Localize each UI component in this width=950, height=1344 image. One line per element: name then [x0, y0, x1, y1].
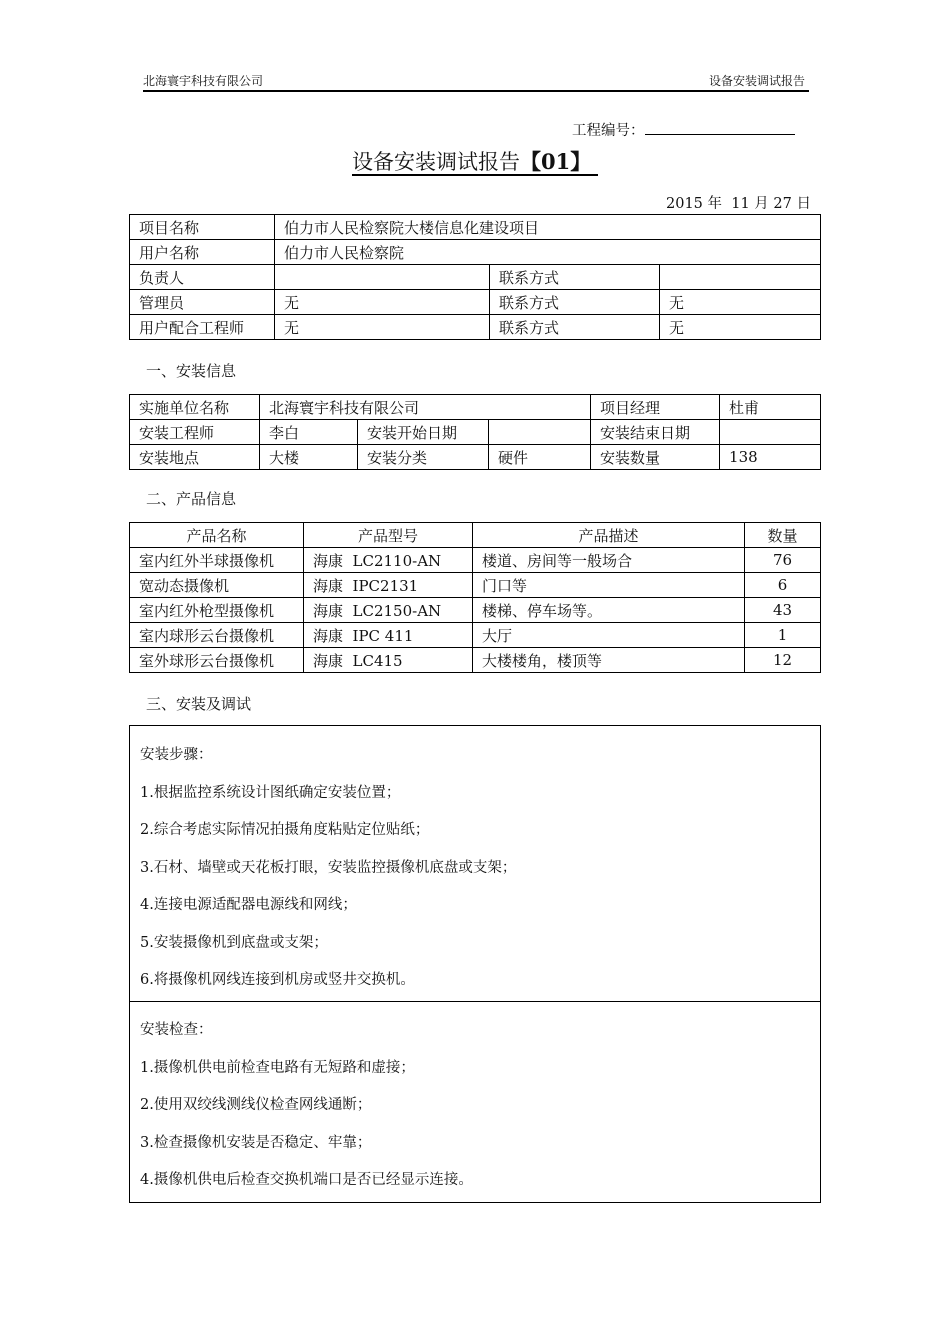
cell-label: 项目经理 [591, 395, 720, 420]
cell-label: 联系方式 [490, 315, 660, 340]
cell-value [720, 420, 821, 445]
cell-label: 联系方式 [490, 290, 660, 315]
cell-value: 伯力市人民检察院 [275, 240, 821, 265]
page-header [143, 72, 809, 92]
product-name: 室内红外枪型摄像机 [130, 598, 304, 623]
cell-label: 联系方式 [490, 265, 660, 290]
table-row [130, 648, 821, 673]
header-company: 北海寰宇科技有限公司 [143, 74, 264, 88]
cell-value [275, 265, 490, 290]
install-step: 1.根据监控系统设计图纸确定安装位置； [140, 785, 401, 801]
install-step: 3.石材、墙壁或天花板打眼，安装监控摄像机底盘或支架； [140, 860, 517, 876]
product-quantity: 6 [745, 573, 821, 598]
cell-label: 用户配合工程师 [130, 315, 275, 340]
project-number [572, 119, 795, 140]
install-step: 2.综合考虑实际情况拍摄角度粘贴定位贴纸； [140, 822, 430, 838]
product-table [129, 522, 821, 673]
install-check: 3.检查摄像机安装是否稳定、牢靠； [140, 1135, 372, 1151]
table-row [130, 395, 821, 420]
install-steps-title: 安装步骤： [140, 747, 213, 763]
cell-value: 李白 [260, 420, 358, 445]
header-doc-title: 设备安装调试报告 [708, 74, 805, 88]
product-quantity: 1 [745, 623, 821, 648]
install-check: 1.摄像机供电前检查电路有无短路和虚接； [140, 1060, 415, 1076]
section-title-install-debug: 三、安装及调试 [146, 695, 252, 713]
column-header: 产品型号 [304, 523, 473, 548]
cell-label: 安装地点 [130, 445, 260, 470]
product-description: 大厅 [473, 623, 745, 648]
product-model: 海康 IPC2131 [304, 573, 473, 598]
product-model: 海康 IPC 411 [304, 623, 473, 648]
cell-label: 安装分类 [358, 445, 489, 470]
column-header: 产品名称 [130, 523, 304, 548]
table-row [130, 215, 821, 240]
table-row [130, 265, 821, 290]
report-number: 【01】 [520, 149, 592, 174]
cell-value: 北海寰宇科技有限公司 [260, 395, 591, 420]
cell-value: 138 [720, 445, 821, 470]
cell-value [489, 420, 591, 445]
install-check: 4.摄像机供电后检查交换机端口是否已经显示连接。 [140, 1172, 473, 1188]
product-quantity: 12 [745, 648, 821, 673]
install-checks-title: 安装检查： [140, 1022, 213, 1038]
product-description: 楼梯、停车场等。 [473, 598, 745, 623]
cell-value: 伯力市人民检察院大楼信息化建设项目 [275, 215, 821, 240]
section-title-product-info: 二、产品信息 [146, 490, 237, 508]
product-name: 室外球形云台摄像机 [130, 648, 304, 673]
project-number-blank [645, 122, 795, 135]
cell-label: 安装数量 [591, 445, 720, 470]
report-date: 2015 年 11 月 27 日 [666, 196, 811, 212]
column-header: 数量 [745, 523, 821, 548]
cell-value: 硬件 [489, 445, 591, 470]
table-row [130, 598, 821, 623]
cell-label: 安装开始日期 [358, 420, 489, 445]
cell-label: 安装工程师 [130, 420, 260, 445]
table-row [130, 420, 821, 445]
cell-value: 大楼 [260, 445, 358, 470]
cell-label: 安装结束日期 [591, 420, 720, 445]
report-title [352, 146, 598, 176]
product-description: 楼道、房间等一般场合 [473, 548, 745, 573]
table-row [130, 315, 821, 340]
box-divider [130, 1001, 820, 1002]
product-description: 门口等 [473, 573, 745, 598]
table-row [130, 290, 821, 315]
cell-value: 无 [660, 315, 821, 340]
product-quantity: 43 [745, 598, 821, 623]
product-description: 大楼楼角，楼顶等 [473, 648, 745, 673]
project-number-label: 工程编号： [572, 123, 645, 139]
product-model: 海康 LC415 [304, 648, 473, 673]
cell-value [660, 265, 821, 290]
product-name: 室内球形云台摄像机 [130, 623, 304, 648]
install-step: 4.连接电源适配器电源线和网线； [140, 897, 357, 913]
cell-label: 用户名称 [130, 240, 275, 265]
install-step: 5.安装摄像机到底盘或支架； [140, 935, 328, 951]
install-check: 2.使用双绞线测线仪检查网线通断； [140, 1097, 372, 1113]
report-title-text: 设备安装调试报告 [352, 150, 520, 174]
product-model: 海康 LC2150-AN [304, 598, 473, 623]
install-info-table [129, 394, 821, 470]
table-header-row [130, 523, 821, 548]
cell-label: 管理员 [130, 290, 275, 315]
product-name: 宽动态摄像机 [130, 573, 304, 598]
cell-value: 无 [660, 290, 821, 315]
cell-value: 杜甫 [720, 395, 821, 420]
section-title-install-info: 一、安装信息 [146, 362, 237, 380]
table-row [130, 445, 821, 470]
column-header: 产品描述 [473, 523, 745, 548]
table-row [130, 548, 821, 573]
table-row [130, 623, 821, 648]
cell-value: 无 [275, 315, 490, 340]
product-quantity: 76 [745, 548, 821, 573]
install-step: 6.将摄像机网线连接到机房或竖井交换机。 [140, 972, 415, 988]
install-debug-box [129, 725, 821, 1203]
cell-label: 项目名称 [130, 215, 275, 240]
cell-value: 无 [275, 290, 490, 315]
table-row [130, 240, 821, 265]
cell-label: 实施单位名称 [130, 395, 260, 420]
product-model: 海康 LC2110-AN [304, 548, 473, 573]
project-info-table [129, 214, 821, 340]
cell-label: 负责人 [130, 265, 275, 290]
product-name: 室内红外半球摄像机 [130, 548, 304, 573]
table-row [130, 573, 821, 598]
